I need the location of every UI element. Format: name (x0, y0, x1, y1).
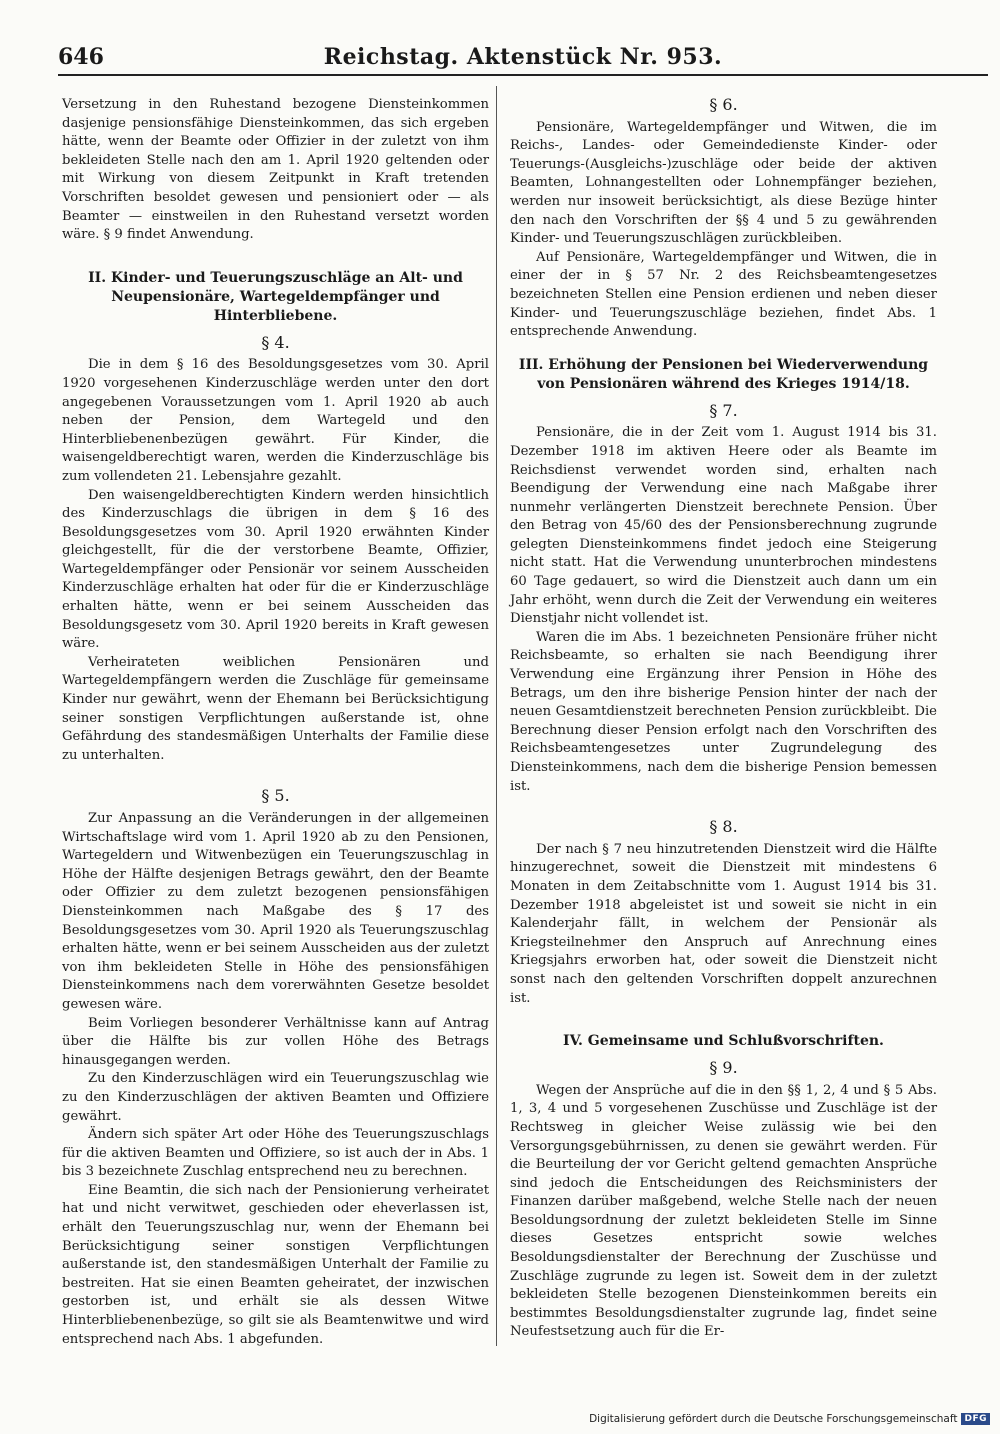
running-title: Reichstag. Aktenstück Nr. 953. (323, 44, 723, 70)
s9-paragraph-1: Wegen der Ansprüche auf die in den §§ 1, 2, 4 und § 5 Abs. 1, 3, 4 und 5 vorgesehenen Zuschüsse und Zuschläge ist der Rechtsweg in gleicher Weise zulässig wie bei den Versorgungsgebührnissen, zu denen sie gewährt werden. Für die Beurteilung der vor Gericht geltend gemachten Ansprüche sind jedoch die Entscheidungen des Reichsministers der Finanzen darüber maßgebend, welche Stelle nach der neuen Besoldungsordnung der zuletzt bekleideten Stelle im Sinne dieses Gesetzes entspricht sowie welches Besoldungsdienstalter der Berechnung der Zuschüsse und Zuschläge zugrunde zu legen ist. Soweit dem in der zuletzt bekleideten Stelle bezogenen Diensteinkommen bereits ein bestimmtes Besoldungsdienstalter zugrunde lag, findet seine Neufestsetzung auch für die Er- (510, 1082, 937, 1340)
section-8-heading: § 8. (709, 817, 738, 837)
section-heading-2: II. Kinder- und Teuerungszuschläge an Alt- und Neupensionäre, Wartegeldempfänger und Hinterbliebene. (88, 269, 463, 324)
column-divider (496, 86, 497, 1346)
section-4-heading: § 4. (261, 332, 290, 352)
right-column (510, 96, 937, 1342)
s4-paragraph-1: Die in dem § 16 des Besoldungsgesetzes vom 30. April 1920 vorgesehenen Kinderzuschläge werden unter den dort angegebenen Voraussetzungen vom 1. April 1920 ab auch neben der Pension, dem Wartegeld und den Hinterbliebenenbezügen gewährt. Für Kinder, die waisengeldberechtigt waren, werden die Kinderzuschläge bis zum vollendeten 21. Lebensjahre gezahlt. (62, 357, 489, 484)
s6-paragraph-1: Pensionäre, Wartegeldempfänger und Witwen, die im Reichs-, Landes- oder Gemeindedienste Kinder- oder Teuerungs-(Ausgleichs-)zuschläge oder beide der aktiven Beamten, Lohnangestellten oder Lohnempfänger beziehen, werden nur insoweit berücksichtigt, als diese Bezüge hinter den nach den Vorschriften der §§ 4 und 5 zu gewährenden Kinder- und Teuerungszuschlägen zurückbleiben. (510, 119, 937, 247)
page-number: 646 (58, 44, 104, 70)
s5-paragraph-2: Beim Vorliegen besonderer Verhältnisse kann auf Antrag über die Hälfte bis zur vollen Höhe des Betrags hinausgegangen werden. (62, 1015, 489, 1068)
s4-paragraph-3: Verheirateten weiblichen Pensionären und Wartegeldempfängern werden die Zuschläge für gemeinsame Kinder nur gewährt, wenn der Ehemann bei Berücksichtigung seiner sonstigen Verpflichtungen außerstande ist, ohne Gefährdung des standesmäßigen Unterhalts der Familie diese zu unterhalten. (62, 654, 489, 763)
s7-paragraph-1: Pensionäre, die in der Zeit vom 1. August 1914 bis 31. Dezember 1918 im aktiven Heere oder als Beamte im Reichsdienst verwendet worden sind, erhalten nach Beendigung der Verwendung eine nach Maßgabe ihrer nunmehr verlängerten Dienstzeit berechnete Pension. Über den Betrag von 45/60 des der Pensionsberechnung zugrunde gelegten Diensteinkommens findet jedoch eine Steigerung nicht statt. Hat die Verwendung ununterbrochen mindestens 60 Tage gedauert, so wird die Dienstzeit auch dann um ein Jahr erhöht, wenn durch die Zeit der Verwendung ein weiteres Dienstjahr nicht vollendet ist. (510, 425, 937, 627)
digitization-credit (589, 1410, 990, 1428)
section-6-heading: § 6. (709, 95, 738, 114)
section-heading-4: IV. Gemeinsame und Schlußvorschriften. (563, 1033, 884, 1050)
paragraph-continuation: Versetzung in den Ruhestand bezogene Diensteinkommen dasjenige pensionsfähige Diensteinkommen, das sich ergeben hätte, wenn der Beamte oder Offizier in der zuletzt von ihm bekleideten Stelle nach den am 1. April 1920 geltenden oder mit Wirkung von diesem Zeitpunkt in Kraft tretenden Vorschriften besoldet gewesen und pensioniert oder — als Beamter — einstweilen in den Ruhestand versetzt worden wäre. § 9 findet Anwendung. (62, 97, 489, 243)
s4-paragraph-2: Den waisengeldberechtigten Kindern werden hinsichtlich des Kinderzuschlags die übrigen in dem § 16 des Besoldungsgesetzes vom 30. April 1920 erwähnten Kinder gleichgestellt, für die der verstorbene Beamte, Offizier, Wartegeldempfänger oder Pensionär vor seinem Ausscheiden Kinderzuschläge erhalten hat oder für die er Kinderzuschläge erhalten hätte, wenn er bei seinem Ausscheiden das Besoldungsgesetz vom 30. April 1920 bereits in Kraft gewesen wäre. (62, 487, 489, 652)
dfg-logo: DFG (961, 1413, 990, 1425)
section-9-heading: § 9. (709, 1058, 738, 1078)
s5-paragraph-4: Ändern sich später Art oder Höhe des Teuerungszuschlags für die aktiven Beamten und Offiziere, so ist auch der in Abs. 1 bis 3 bezeichnete Zuschlag entsprechend neu zu berechnen. (62, 1127, 489, 1180)
section-5-heading: § 5. (261, 786, 290, 806)
s5-paragraph-1: Zur Anpassung an die Veränderungen in der allgemeinen Wirtschaftslage wird vom 1. April 1920 ab zu den Pensionen, Wartegeldern und Witwenbezügen ein Teuerungszuschlag in Höhe der Hälfte desjenigen Betrags gewährt, den der Beamte oder Offizier zu dem zuletzt bezogenen pensionsfähigen Diensteinkommen nach Maßgabe des § 17 des Besoldungsgesetzes vom 30. April 1920 als Teuerungszuschlag erhalten hätte, wenn er bei seinem Ausscheiden aus der zuletzt von ihm bekleideten Stelle in Höhe des pensionsfähigen Diensteinkommens nach dem vorerwähnten Gesetze besoldet gewesen wäre. (62, 811, 489, 1012)
credit-text: Digitalisierung gefördert durch die Deutsche Forschungsgemeinschaft (589, 1413, 958, 1425)
page-header (58, 44, 988, 76)
section-heading-3: III. Erhöhung der Pensionen bei Wiederverwendung von Pensionären während des Krieges 1914/18. (518, 356, 929, 392)
s6-paragraph-2: Auf Pensionäre, Wartegeldempfänger und Witwen, die in einer der in § 57 Nr. 2 des Reichsbeamtengesetzes bezeichneten Stellen eine Pension erdienen und neben dieser Kinder- und Teuerungszuschläge beziehen, findet Abs. 1 entsprechende Anwendung. (510, 249, 937, 340)
s5-paragraph-3: Zu den Kinderzuschlägen wird ein Teuerungszuschlag wie zu den Kinderzuschlägen der aktiven Beamten und Offiziere gewährt. (62, 1071, 489, 1124)
s7-paragraph-2: Waren die im Abs. 1 bezeichneten Pensionäre früher nicht Reichsbeamte, so erhalten sie nach Beendigung ihrer Verwendung eine Ergänzung ihrer Pension in Höhe des Betrags, um den ihre bisherige Pension hinter der nach der neuen Gesamtdienstzeit berechneten Pension zurückbleibt. Die Berechnung dieser Pension erfolgt nach den Vorschriften des Reichsbeamtengesetzes unter Zugrundelegung des Diensteinkommens, nach dem die bisherige Pension bemessen ist. (510, 629, 937, 794)
left-column (62, 96, 489, 1349)
s5-paragraph-5: Eine Beamtin, die sich nach der Pensionierung verheiratet hat und nicht verwitwet, geschieden oder ehеverlassen ist, erhält den Teuerungszuschlag nur, wenn der Ehemann bei Berücksichtigung seiner sonstigen Verpflichtungen außerstande ist, den standesmäßigen Unterhalt der Familie zu bestreiten. Hat sie einen Beamten geheiratet, der inzwischen gestorben ist, und erhält sie als dessen Witwe Hinterbliebenenbezüge, so gilt sie als Beamtenwitwe und wird entsprechend nach Abs. 1 abgefunden. (62, 1182, 489, 1347)
s8-paragraph-1: Der nach § 7 neu hinzutretenden Dienstzeit wird die Hälfte hinzugerechnet, soweit die Dienstzeit mit mindestens 6 Monaten in dem Zeitabschnitte vom 1. August 1914 bis 31. Dezember 1918 abgeleistet ist und soweit sie nicht in ein Kalenderjahr fällt, in welchem der Pensionär als Kriegsteilnehmer den Anspruch auf Anrechnung eines Kriegsjahrs erworben hat, oder soweit die Dienstzeit nicht sonst nach den geltenden Vorschriften doppelt anzurechnen ist. (510, 841, 937, 1006)
section-7-heading: § 7. (709, 400, 738, 420)
